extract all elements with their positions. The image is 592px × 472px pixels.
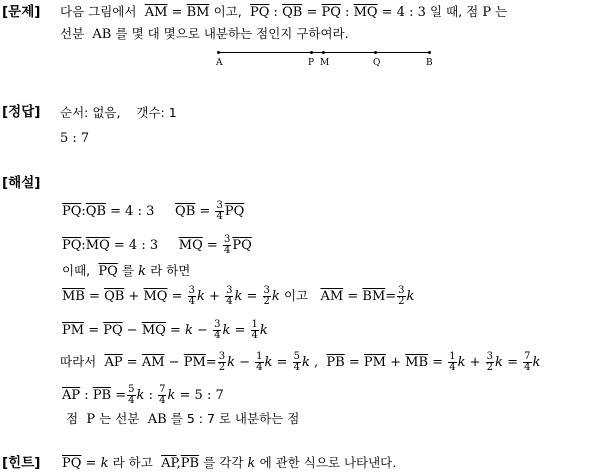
point-label-q: Q [373, 58, 381, 68]
point-m-dot [322, 51, 325, 54]
solution-conclusion: 점 P 는 선분 AB 를 5 : 7 로 내분하는 점 [66, 411, 300, 427]
fraction: $\frac{3}{4}$ [223, 234, 231, 256]
fraction: $\frac{3}{2}$ [218, 351, 226, 373]
segment-diagram [214, 44, 434, 68]
hint-text: $\overline{PQ} = k$ 라 하고 $\overline{AP},\overline{PB}$ 를 각각 k 에 관한 식으로 나타낸다. [62, 455, 397, 471]
hint-tag: [힌트] [2, 455, 41, 471]
solution-row-5: $\overline{PM} = \overline{PQ} - \overline{MQ} = k$ − $\frac{3}{4}$ k = $\frac{1}{4}$ k [62, 319, 268, 341]
point-label-a: A [216, 58, 223, 68]
fraction: $\frac{1}{4}$ [449, 351, 456, 373]
fraction: $\frac{3}{4}$ [226, 285, 233, 307]
problem-line-2: 선분 AB 를 몇 대 몇으로 내분하는 점인지 구하여라. [60, 26, 349, 42]
solution-row-3: 이때, $\overline{PQ}$ 를 k 라 하면 [62, 263, 191, 279]
answer-value: 5 : 7 [60, 131, 90, 146]
solution-row-2: $\overline{PQ}:\overline{MQ} = 4$ : 3 $\overline{MQ}$ = $\frac{3}{4}$ $\overline{PQ}$ [62, 234, 252, 256]
point-label-p: P [308, 58, 315, 68]
point-q-dot [374, 51, 377, 54]
fraction: $\frac{7}{4}$ [159, 384, 166, 406]
solution-row-4: $\overline{MB} = \overline{QB} + \overline{MQ}$ = $\frac{3}{4}$ k + $\frac{3}{4}$ k = $\frac{3}{2}$ k 이고 $\overline{AM} = \overline{BM}=$ $\frac{3}{2}$ k [62, 285, 415, 307]
fraction: $\frac{3}{4}$ [216, 200, 223, 222]
point-label-m: M [320, 58, 330, 68]
solution-tag: [해설] [2, 175, 41, 191]
fraction: $\frac{3}{4}$ [214, 319, 221, 341]
point-label-b: B [426, 58, 433, 68]
fraction: $\frac{3}{4}$ [188, 285, 195, 307]
solution-row-7: $\overline{AP}$ : $\overline{PB}$ = $\frac{5}{4}$ k : $\frac{7}{4}$ k = 5 : 7 [62, 384, 224, 406]
fraction: $\frac{1}{4}$ [256, 351, 263, 373]
point-b-dot [428, 51, 431, 54]
point-p-dot [310, 51, 313, 54]
solution-row-1: $\overline{PQ}:\overline{QB} = 4$ : 3 $\overline{QB}$ = $\frac{3}{4}$ $\overline{PQ}$ [62, 200, 245, 222]
problem-tag: [문제] [2, 4, 41, 20]
fraction: $\frac{5}{4}$ [128, 384, 135, 406]
fraction: $\frac{3}{2}$ [263, 285, 270, 307]
fraction: $\frac{5}{4}$ [293, 351, 300, 373]
solution-row-6: 따라서 $\overline{AP} = \overline{AM} - \overline{PM}=$ $\frac{3}{2}$ k − $\frac{1}{4}$ k = $\frac{5}{4}$ k , $\overline{PB} = \overline{PM} + \overline{MB}$ = $\frac{1}{4}$ k + $\frac{3}{2}$ k = $\frac{7}{4}$ k [60, 351, 541, 373]
point-a-dot [217, 51, 220, 54]
fraction: $\frac{1}{4}$ [251, 319, 258, 341]
answer-tag: [정답] [2, 104, 41, 120]
fraction: $\frac{3}{2}$ [486, 351, 494, 373]
problem-line-1: 다음 그림에서 $\overline{AM} = \overline{BM}$ 이고, $\overline{PQ}$ : $\overline{QB} = \overline{PQ}$ : $\overline{MQ} = 4$ : 3 일 때, 점 P 는 [60, 4, 508, 20]
fraction: $\frac{3}{2}$ [398, 285, 405, 307]
answer-meta: 순서: 없음, 갯수: 1 [60, 105, 177, 120]
fraction: $\frac{7}{4}$ [524, 351, 531, 373]
